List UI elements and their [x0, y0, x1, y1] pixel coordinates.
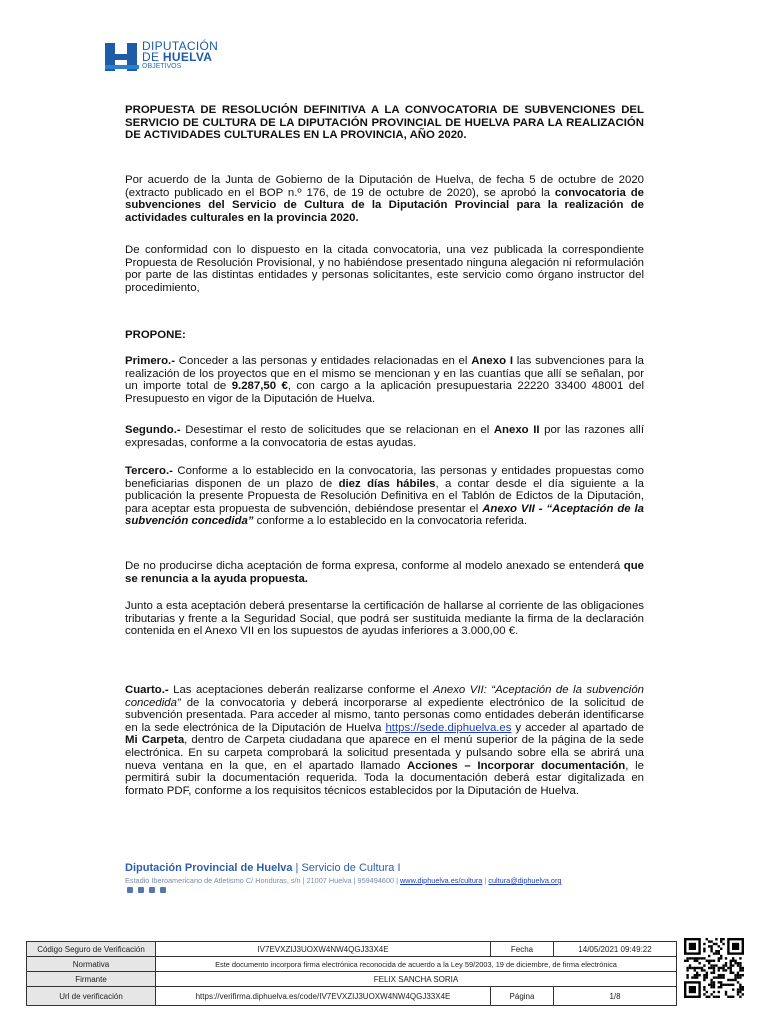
paragraph-cuarto: Cuarto.- Las aceptaciones deberán realizarse conforme el Anexo VII: “Aceptación de la subvención concedida” de la convocatoria y deberá incorporarse al expediente electrónico de la solicitud de subvención presentada. Para acceder al mismo, tanto personas como entidades deberán identificarse en la sede electrónica de la Diputación de Huelva https://sede.diphuelva.es y acceder al apartado de Mi Carpeta, dentro de Carpeta ciudadana que aparece en el menú superior de la página de la sede electrónica. En su carpeta comprobará la solicitud presentada y pulsando sobre ella se abrirá una nueva ventana en la que, en el apartado llamado Acciones – Incorporar documentación, le permitirá subir la documentación requerida. Toda la documentación deberá estar digitalizada en formato PDF, conforme a los requisitos técnicos establecidos por la Diputación de Huelva. [125, 684, 645, 797]
logo-line1: DIPUTACIÓN [142, 39, 219, 53]
table-row [27, 957, 677, 972]
normativa-label: Normativa [27, 957, 156, 972]
url-value[interactable]: https://verifirma.diphuelva.es/code/IV7EVXZIJ3UOXW4NW4QGJ33X4E [156, 987, 491, 1006]
pagina-value: 1/8 [554, 987, 677, 1006]
logo-line3: OBJETIVOS [142, 63, 182, 70]
propone-heading: PROPONE: [125, 329, 186, 341]
paragraph-tercero: Tercero.- Conforme a lo establecido en la convocatoria, las personas y entidades propuestas como beneficiarias disponen de un plazo de diez días hábiles, a contar desde el día siguiente a la publicación la presente Propuesta de Resolución Definitiva en el Tablón de Edictos de la Diputación, para aceptar esta propuesta de subvención, debiéndose presentar el Anexo VII - “Aceptación de la subvención concedida” conforme a lo establecido en la convocatoria referida. [125, 465, 644, 528]
paragraph-no-producirse: De no producirse dicha aceptación de forma expresa, conforme al modelo anexado se entenderá que se renuncia a la ayuda propuesta. [125, 560, 644, 585]
qr-code-icon [684, 938, 744, 998]
document-title: PROPUESTA DE RESOLUCIÓN DEFINITIVA A LA CONVOCATORIA DE SUBVENCIONES DEL SERVICIO DE CULTURA DE LA DIPUTACIÓN PROVINCIAL DE HUELVA PARA LA REALIZACIÓN DE ACTIVIDADES CULTURALES EN LA PROVINCIA, AÑO 2020. [125, 104, 644, 142]
footer-email-link[interactable]: cultura@diphuelva.org [488, 876, 562, 885]
fecha-label: Fecha [491, 942, 554, 957]
table-row [27, 987, 677, 1006]
social-icons [127, 887, 166, 893]
paragraph-primero: Primero.- Conceder a las personas y entidades relacionadas en el Anexo I las subvenciones para la realización de los proyectos que en el mismo se mencionan y en las cuantías que allí se señalan, por un importe total de 9.287,50 €, con cargo a la aplicación presupuestaria 22220 33400 48001 del Presupuesto en vigor de la Diputación de Huelva. [125, 355, 644, 405]
facebook-icon[interactable] [127, 887, 133, 893]
csv-value: IV7EVXZIJ3UOXW4NW4QGJ33X4E [156, 942, 491, 957]
logo-text [142, 41, 218, 71]
firmante-value: FELIX SANCHA SORIA [156, 972, 677, 987]
paragraph-conformidad: De conformidad con lo dispuesto en la citada convocatoria, una vez publicada la correspondiente Propuesta de Resolución Provisional, y no habiéndose presentado ninguna alegación ni reformulación por parte de las distintas entidades y personas solicitantes, este servicio como órgano instructor del procedimiento, [125, 244, 644, 294]
flickr-icon[interactable] [160, 887, 166, 893]
table-row [27, 972, 677, 987]
fecha-value: 14/05/2021 09:49:22 [554, 942, 677, 957]
paragraph-segundo: Segundo.- Desestimar el resto de solicitudes que se relacionan en el Anexo II por las razones allí expresadas, conforme a la convocatoria de estas ayudas. [125, 424, 644, 449]
paragraph-intro: Por acuerdo de la Junta de Gobierno de la Diputación de Huelva, de fecha 5 de octubre de 2020 (extracto publicado en el BOP n.º 176, de 19 de octubre de 2020), se aprobó la convocatoria de subvenciones del Servicio de Cultura de la Diputación Provincial para la realización de actividades culturales en la provincia 2020. [125, 174, 645, 224]
footer-web-link[interactable]: www.diphuelva.es/cultura [400, 876, 483, 885]
footer-address: Estadio Iberoamericano de Atletismo C/ Honduras, s/n | 21007 Huelva | 959494600 | www.diphuelva.es/cultura | cultura@diphuelva.org [125, 876, 562, 885]
table-row [27, 942, 677, 957]
csv-label: Código Seguro de Verificación [27, 942, 156, 957]
pagina-label: Página [491, 987, 554, 1006]
footer-organization: Diputación Provincial de Huelva | Servicio de Cultura I [125, 862, 401, 874]
logo-line2: DE HUELVA [142, 50, 213, 64]
logo-h-icon [105, 43, 139, 71]
paragraph-junto: Junto a esta aceptación deberá presentarse la certificación de hallarse al corriente de las obligaciones tributarias y frente a la Seguridad Social, que podrá ser sustituida mediante la firma de la declaración contenida en el Anexo VII en los supuestos de ayudas inferiores a 3.000,00 €. [125, 600, 644, 638]
firmante-label: Firmante [27, 972, 156, 987]
url-label: Url de verificación [27, 987, 156, 1006]
diputacion-logo [105, 41, 235, 75]
normativa-value: Este documento incorpora firma electrónica reconocida de acuerdo a la Ley 59/2003, 19 de diciembre, de firma electrónica [156, 957, 677, 972]
youtube-icon[interactable] [149, 887, 155, 893]
sede-link[interactable]: https://sede.diphuelva.es [385, 721, 512, 734]
verification-table [26, 941, 677, 1006]
twitter-icon[interactable] [138, 887, 144, 893]
